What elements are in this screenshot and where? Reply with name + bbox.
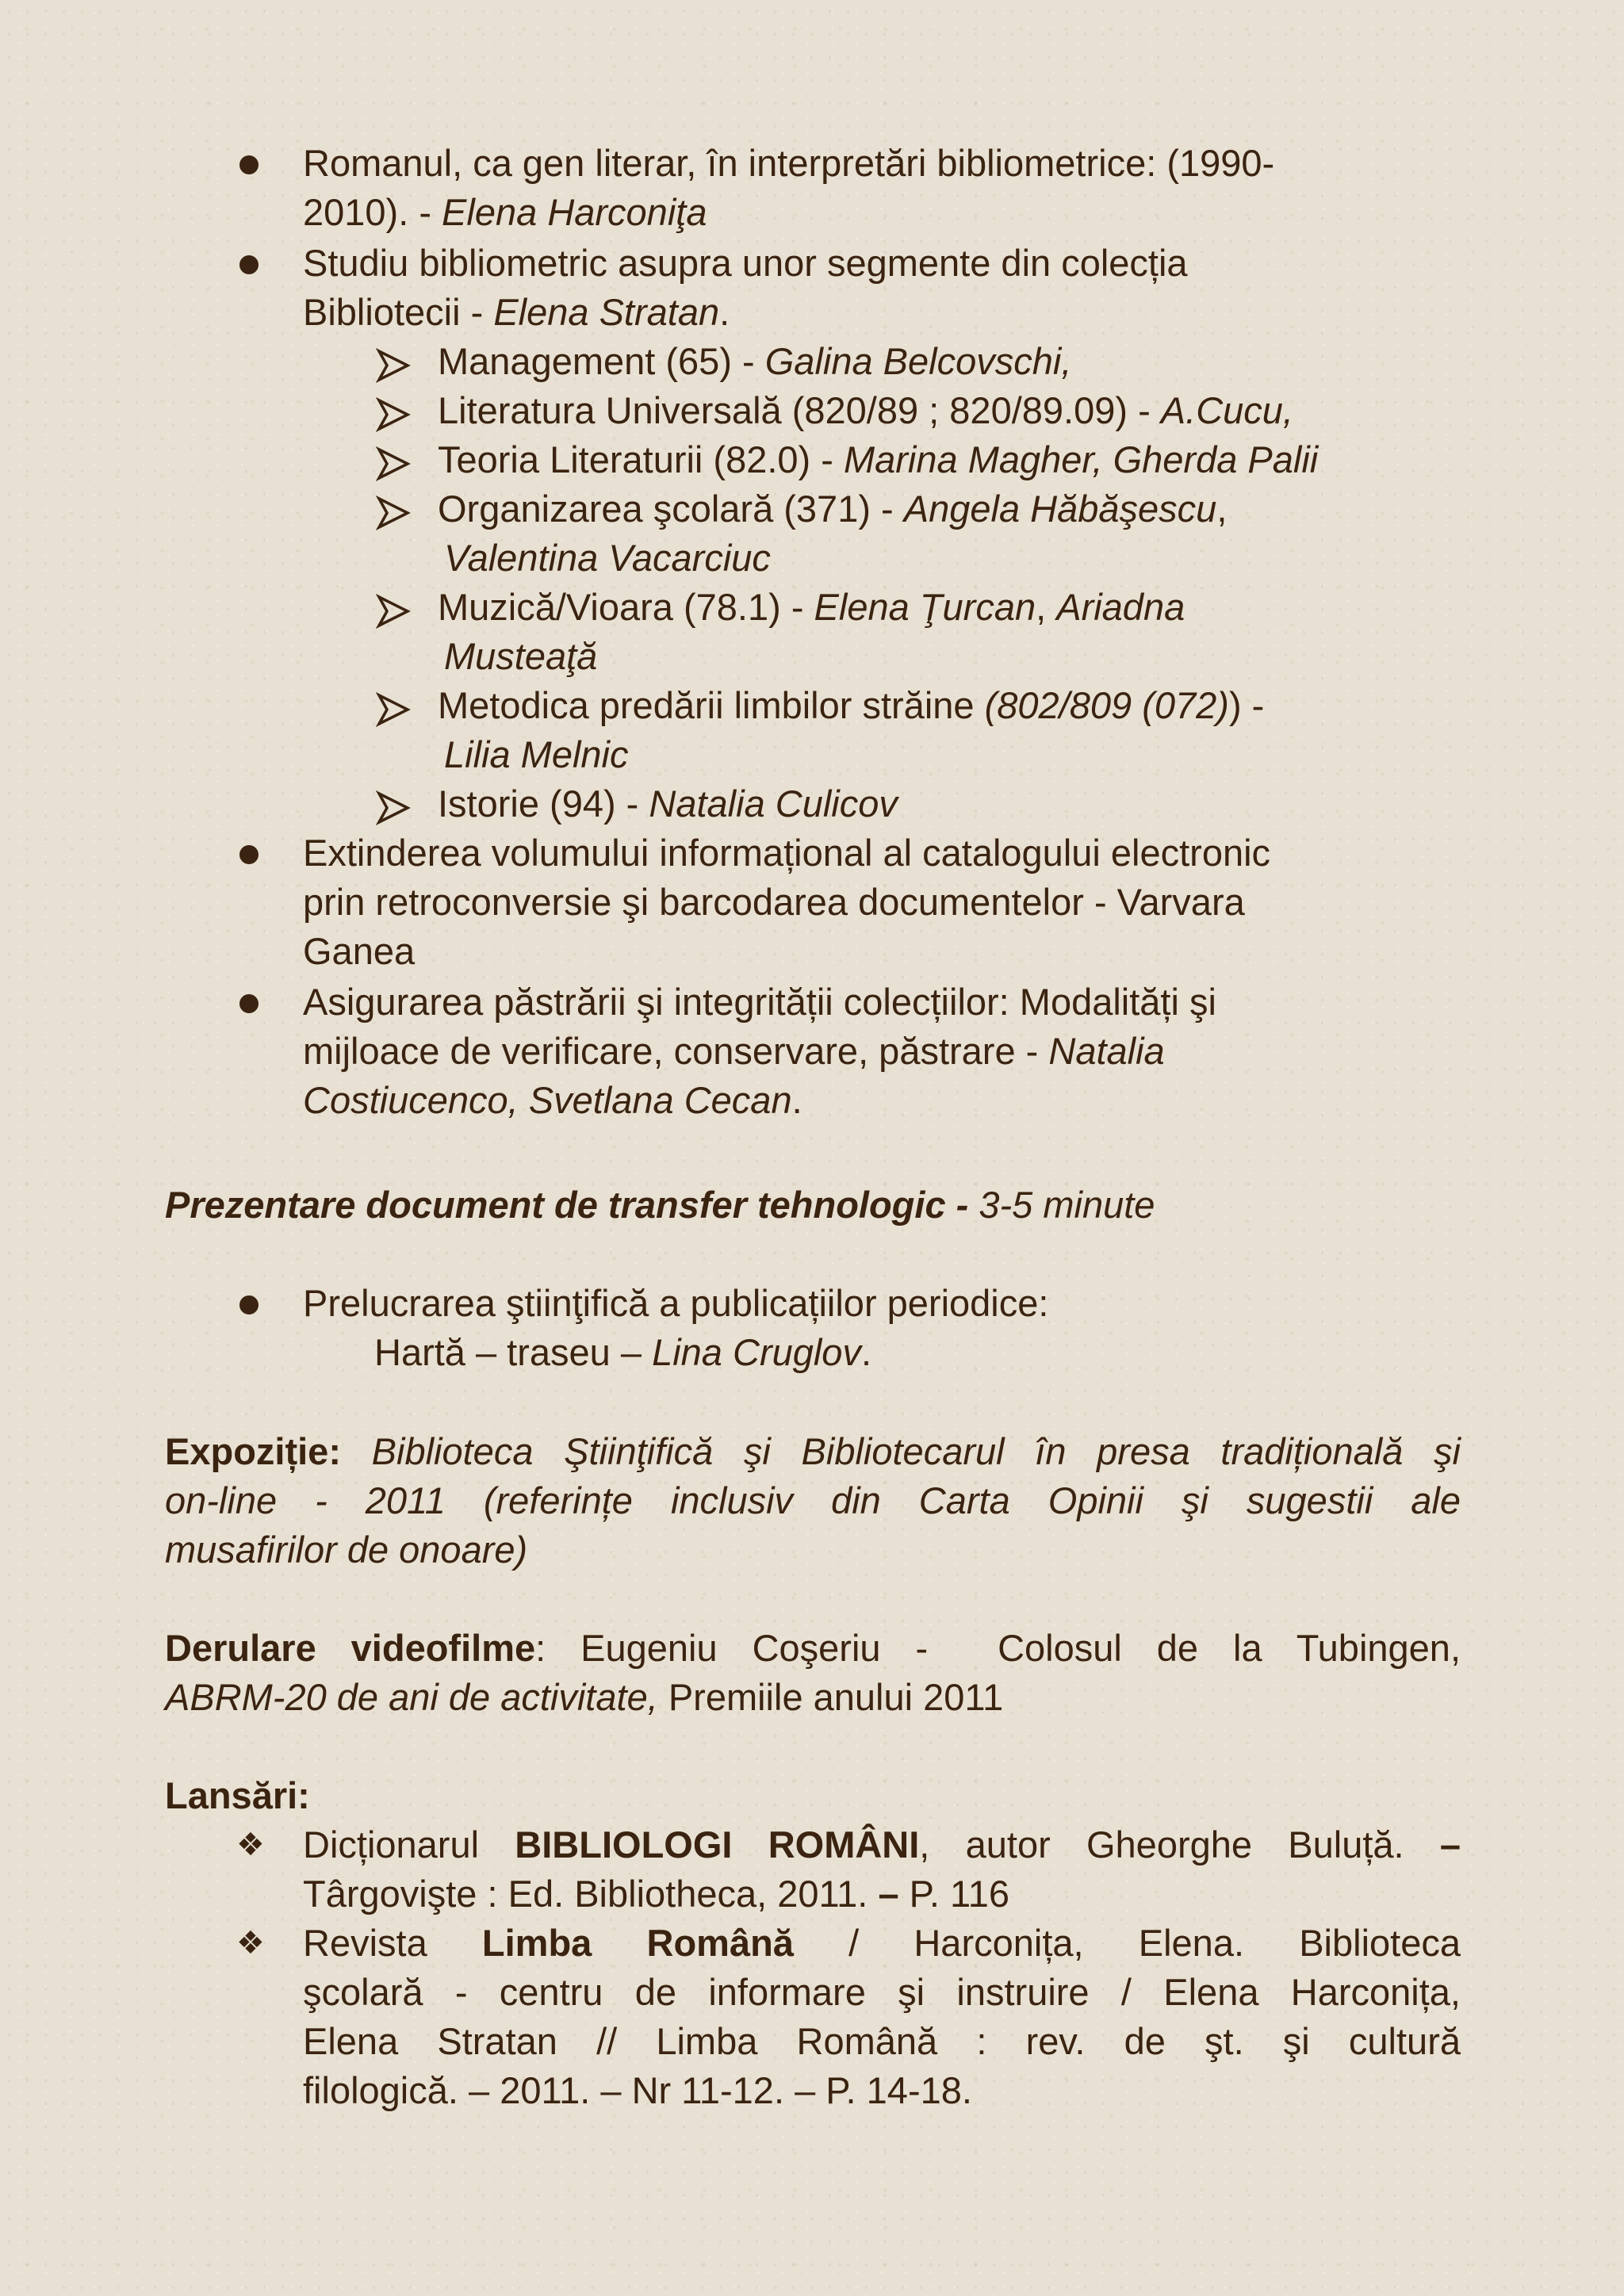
arrow-bullet-icon [376, 790, 411, 825]
bullet-dot [239, 1295, 259, 1314]
bullet-dot [239, 845, 259, 864]
arrow-bullet-icon [376, 496, 411, 530]
arrow-bullet-icon [376, 594, 411, 629]
launch-item: Revista Limba Română / Harconița, Elena. Biblioteca şcolară - centru de informare şi instruire / Elena Harconița, Elena Stratan // Limba Română : rev. de şt. şi cultură filologică. – 2011. – Nr 11-12. – P. 14-18. [303, 1922, 1461, 2111]
sub-list-item: Teoria Literaturii (82.0) - Marina Magher, Gherda Palii [438, 438, 1319, 480]
presentation-heading: Prezentare document de transfer tehnologic - 3-5 minute [165, 1184, 1155, 1226]
bullet-dot [239, 994, 259, 1013]
sub-list-item: Muzică/Vioara (78.1) - Elena Ţurcan, Ariadna Musteaţă [438, 586, 1185, 677]
sub-list-item: Management (65) - Galina Belcovschi, [438, 340, 1072, 382]
diamond-bullet-icon: ❖ [236, 1827, 265, 1863]
sub-list-item: Organizarea şcolară (371) - Angela Hăbăşescu, Valentina Vacarciuc [438, 488, 1228, 579]
launch-item: Dicționarul BIBLIOLOGI ROMÂNI, autor Gheorghe Buluță. – Târgovişte : Ed. Bibliotheca, 2011. – P. 116 [303, 1823, 1461, 1915]
list-item: Asigurarea păstrării şi integrității colecțiilor: Modalități şi mijloace de verificare, conservare, păstrare - Natalia Costiucenco, Svetlana Cecan. [303, 981, 1216, 1121]
list-item: Prelucrarea ştiinţifică a publicațiilor periodice: Hartă – traseu – Lina Cruglov. [303, 1282, 1049, 1373]
diamond-bullet-icon: ❖ [236, 1925, 265, 1961]
launches-heading: Lansări: [165, 1774, 310, 1816]
arrow-bullet-icon [376, 692, 411, 727]
list-item: Studiu bibliometric asupra unor segmente din colecția Bibliotecii - Elena Stratan. [303, 242, 1188, 333]
arrow-bullet-icon [376, 348, 411, 383]
exhibition-paragraph: Expoziție: Biblioteca Ştiinţifică şi Bibliotecarul în presa tradițională şi on-line - 2011 (referințe inclusiv din Carta Opinii şi sugestii ale musafirilor de onoare) [165, 1430, 1461, 1571]
list-item: Romanul, ca gen literar, în interpretări bibliometrice: (1990- 2010). - Elena Harconiţa [303, 142, 1275, 233]
list-item: Extinderea volumului informațional al catalogului electronic prin retroconversie şi barcodarea documentelor - Varvara Ganea [303, 832, 1271, 972]
sub-list-item: Metodica predării limbilor străine (802/809 (072)) - Lilia Melnic [438, 684, 1265, 775]
bullet-dot [239, 255, 259, 274]
arrow-bullet-icon [376, 397, 411, 432]
bullet-dot [239, 155, 259, 174]
sub-list-item: Istorie (94) - Natalia Culicov [438, 783, 898, 825]
arrow-bullet-icon [376, 446, 411, 481]
videos-paragraph: Derulare videofilme: Eugeniu Coşeriu - Colosul de la Tubingen, ABRM-20 de ani de activitate, Premiile anului 2011 [165, 1627, 1461, 1718]
sub-list-item: Literatura Universală (820/89 ; 820/89.09) - A.Cucu, [438, 389, 1293, 431]
